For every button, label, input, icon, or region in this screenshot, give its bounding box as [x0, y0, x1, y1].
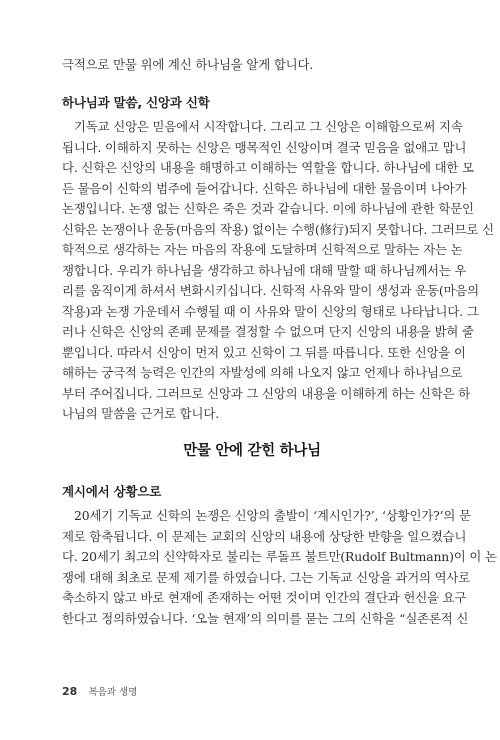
- text-line: 작용)과 논쟁 가운데서 수행될 때 이 사유와 말이 신앙의 형태로 나타납니다. 그: [62, 303, 479, 319]
- text-line: 다. 20세기 최고의 신약학자로 불리는 루돌프 불트만(Rudolf Bultmann)이 이 논: [62, 549, 497, 564]
- text-line: 뿐입니다. 따라서 신앙이 먼저 있고 신학이 그 뒤를 따릅니다. 또한 신앙을 이: [62, 344, 466, 360]
- text-line: 신학은 논쟁이나 운동(마음의 작용) 없이는 수행(修行)되지 못합니다. 그러므로 신: [62, 221, 494, 237]
- text-line: 한다고 정의하였습니다. ‘오늘 현재’의 의미를 묻는 그의 신학을 “실존론적 신: [62, 610, 469, 626]
- section-heading: 하나님과 말씀, 신앙과 신학: [62, 95, 210, 110]
- text-line: 학적으로 생각하는 자는 마음의 작용에 도달하며 신학적으로 말하는 자는 논: [62, 242, 463, 257]
- text-line: 극적으로 만물 위에 계신 하나님을 알게 합니다.: [62, 57, 314, 72]
- text-line: 제로 함축됩니다. 이 문제는 교회의 신앙의 내용에 상당한 반향을 일으켰습니: [62, 528, 467, 544]
- text-line: 다. 신학은 신앙의 내용을 해명하고 이해하는 역할을 합니다. 하나님에 대한 모: [62, 160, 474, 175]
- text-line: 부터 주어집니다. 그러므로 신앙과 그 신앙의 내용을 이해하게 하는 신학은 하: [62, 385, 471, 401]
- text-line: 쟁에 대해 최초로 문제 제기를 하였습니다. 그는 기독교 신앙을 과거의 역사로: [62, 569, 471, 585]
- text-line: 축소하지 않고 바로 현재에 존재하는 어떤 것이며 인간의 결단과 헌신을 요구: [62, 590, 467, 605]
- book-page: [62, 0, 497, 740]
- chapter-title: 만물 안에 갇힌 하나님: [183, 443, 321, 459]
- text-line: 리를 움직이게 하셔서 변화시키십니다. 신학적 사유와 말이 생성과 운동(마음의: [62, 283, 480, 298]
- text-line: 20세기 기독교 신학의 논쟁은 신앙의 출발이 ‘계시인가?’, ‘상황인가?’의 문: [74, 508, 471, 523]
- text-line: 쟁합니다. 우리가 하나님을 생각하고 하나님에 대해 말할 때 하나님께서는 우: [62, 262, 467, 278]
- text-line: 나님의 말씀을 근거로 합니다.: [62, 406, 219, 421]
- section-heading: 계시에서 상황으로: [62, 484, 162, 499]
- body-paragraph: [62, 506, 497, 629]
- page-footer: [62, 685, 137, 700]
- intro-paragraph: [62, 55, 442, 76]
- body-paragraph: [62, 117, 494, 425]
- text-line: 기독교 신앙은 믿음에서 시작합니다. 그리고 그 신앙은 이해함으로써 지속: [74, 119, 463, 134]
- text-line: 해하는 궁극적 능력은 인간의 자발성에 의해 나오지 않고 언제나 하나님으로: [62, 365, 463, 380]
- text-line: 논쟁입니다. 논쟁 없는 신학은 죽은 것과 같습니다. 이에 하나님에 관한 학문인: [62, 201, 474, 216]
- text-line: 든 물음이 신학의 범주에 들어갑니다. 신학은 하나님에 대한 물음이며 나아가: [62, 180, 467, 196]
- text-line: 러나 신학은 신앙의 존폐 문제를 결정할 수 없으며 단지 신앙의 내용을 밝혀 줄: [62, 324, 474, 339]
- running-title: 복음과 생명: [88, 687, 138, 698]
- page-number: 28: [62, 685, 78, 698]
- text-line: 됩니다. 이해하지 못하는 신앙은 맹목적인 신앙이며 결국 믿음을 없애고 맙니: [62, 139, 467, 155]
